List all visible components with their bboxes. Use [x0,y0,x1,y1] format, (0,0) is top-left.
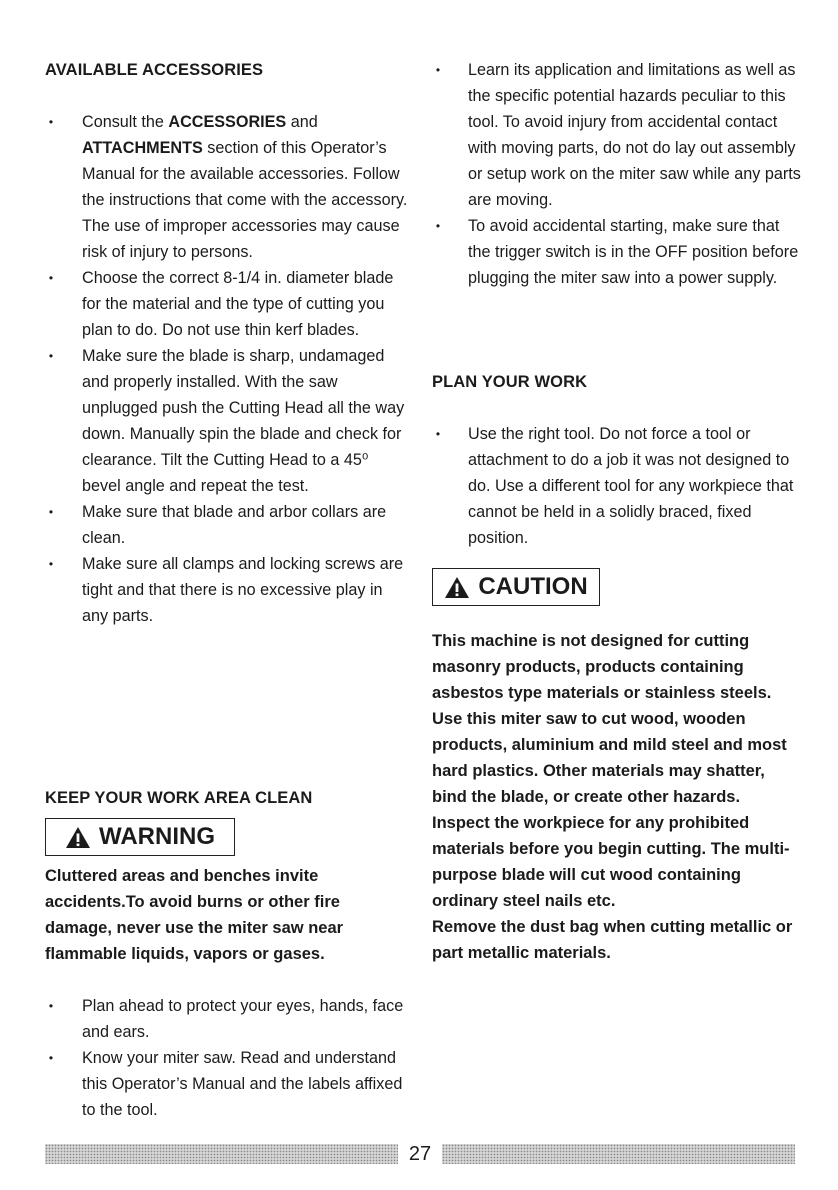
caution-box [432,568,600,606]
plan-work-list [432,421,802,551]
warning-text: Cluttered areas and benches invite accidents.To avoid burns or other fire damage, never use the miter saw near flammable liquids, vapors or gases. [45,867,344,963]
consult-pre: Consult the [82,113,169,131]
list-item-text: Plan ahead to protect your eyes, hands, face and ears. [82,997,404,1041]
available-accessories-heading: AVAILABLE ACCESSORIES [45,61,264,79]
list-item [432,213,802,291]
caution-triangle-icon [444,576,470,599]
caution-text-dust-bag: Remove the dust bag when cutting metallic or part metallic materials. [432,918,793,962]
list-item-text: Choose the correct 8-1/4 in. diameter blade for the material and the type of cutting you plan to do. Do not use thin kerf blades. [82,269,394,339]
consult-post: section of this Operator’s Manual for the available accessories. Follow the instructions that come with the accessory. The use of improper accessories may cause risk of injury to persons. [82,139,408,261]
bullet-icon: • [48,349,54,363]
list-item-text: Use the right tool. Do not force a tool or attachment to do a job it was not designed to do. Use a different tool for any workpiece that cannot be held in a solidly braced, fixed position. [468,425,794,547]
accessories-list [45,109,410,629]
list-item-text: Learn its application and limitations as well as the specific potential hazards peculiar to this tool. To avoid injury from accidental contact with moving parts, do not do lay out assembly or setup work on the miter saw while any parts are moving. [468,61,801,209]
plan-your-work-heading: PLAN YOUR WORK [432,373,588,391]
bullet-icon: • [48,999,54,1013]
bullet-icon: • [435,63,441,77]
list-item [45,993,410,1045]
list-item [45,343,410,499]
caution-label: CAUTION [478,573,588,600]
work-area-list [45,993,410,1123]
warning-triangle-icon [65,826,91,849]
attachments-term: ATTACHMENTS [82,139,203,157]
list-item [45,109,410,265]
consult-mid: and [286,113,318,131]
page-number: 27 [408,1143,432,1165]
bullet-icon: • [48,271,54,285]
bullet-icon: • [48,557,54,571]
list-item-text: To avoid accidental starting, make sure that the trigger switch is in the OFF position before plugging the miter saw into a power supply. [468,217,799,287]
list-item-text: Know your miter saw. Read and understand this Operator’s Manual and the labels affixed to the tool. [82,1049,403,1119]
list-item [45,265,410,343]
page-footer [45,1141,795,1167]
keep-work-area-clean-heading: KEEP YOUR WORK AREA CLEAN [45,789,313,807]
list-item [432,57,802,213]
accessories-term: ACCESSORIES [168,113,287,131]
bullet-icon: • [435,427,441,441]
list-item [432,421,802,551]
caution-text [432,628,802,966]
list-item-text: Make sure that blade and arbor collars are clean. [82,503,387,547]
bullet-icon: • [48,505,54,519]
caution-text-main: This machine is not designed for cutting masonry products, products containing asbestos type materials or stainless steels. Use this miter saw to cut wood, wooden products, aluminium and mild steel and most hard plastics. Other materials may shatter, bind the blade, or create other hazards. Inspect the workpiece for any prohibited materials before you begin cutting. The multi-purpose blade will cut wood containing ordinary steel nails etc. [432,632,790,910]
list-item [45,551,410,629]
list-item-text: Make sure all clamps and locking screws are tight and that there is no excessive play in any parts. [82,555,404,625]
bullet-icon: • [435,219,441,233]
footer-stipple-left [45,1144,398,1164]
list-item [45,499,410,551]
warning-box [45,818,235,856]
footer-stipple-right [442,1144,795,1164]
bullet-icon: • [48,1051,54,1065]
list-item-text: Make sure the blade is sharp, undamaged and properly installed. With the saw unplugged push the Cutting Head all the way down. Manually spin the blade and check for clearance. Tilt the Cutting Head to a 45⁰ bevel angle and repeat the test. [82,347,405,495]
warning-label: WARNING [99,823,215,850]
list-item [45,1045,410,1123]
bullet-icon: • [48,115,54,129]
tool-knowledge-list [432,57,802,291]
